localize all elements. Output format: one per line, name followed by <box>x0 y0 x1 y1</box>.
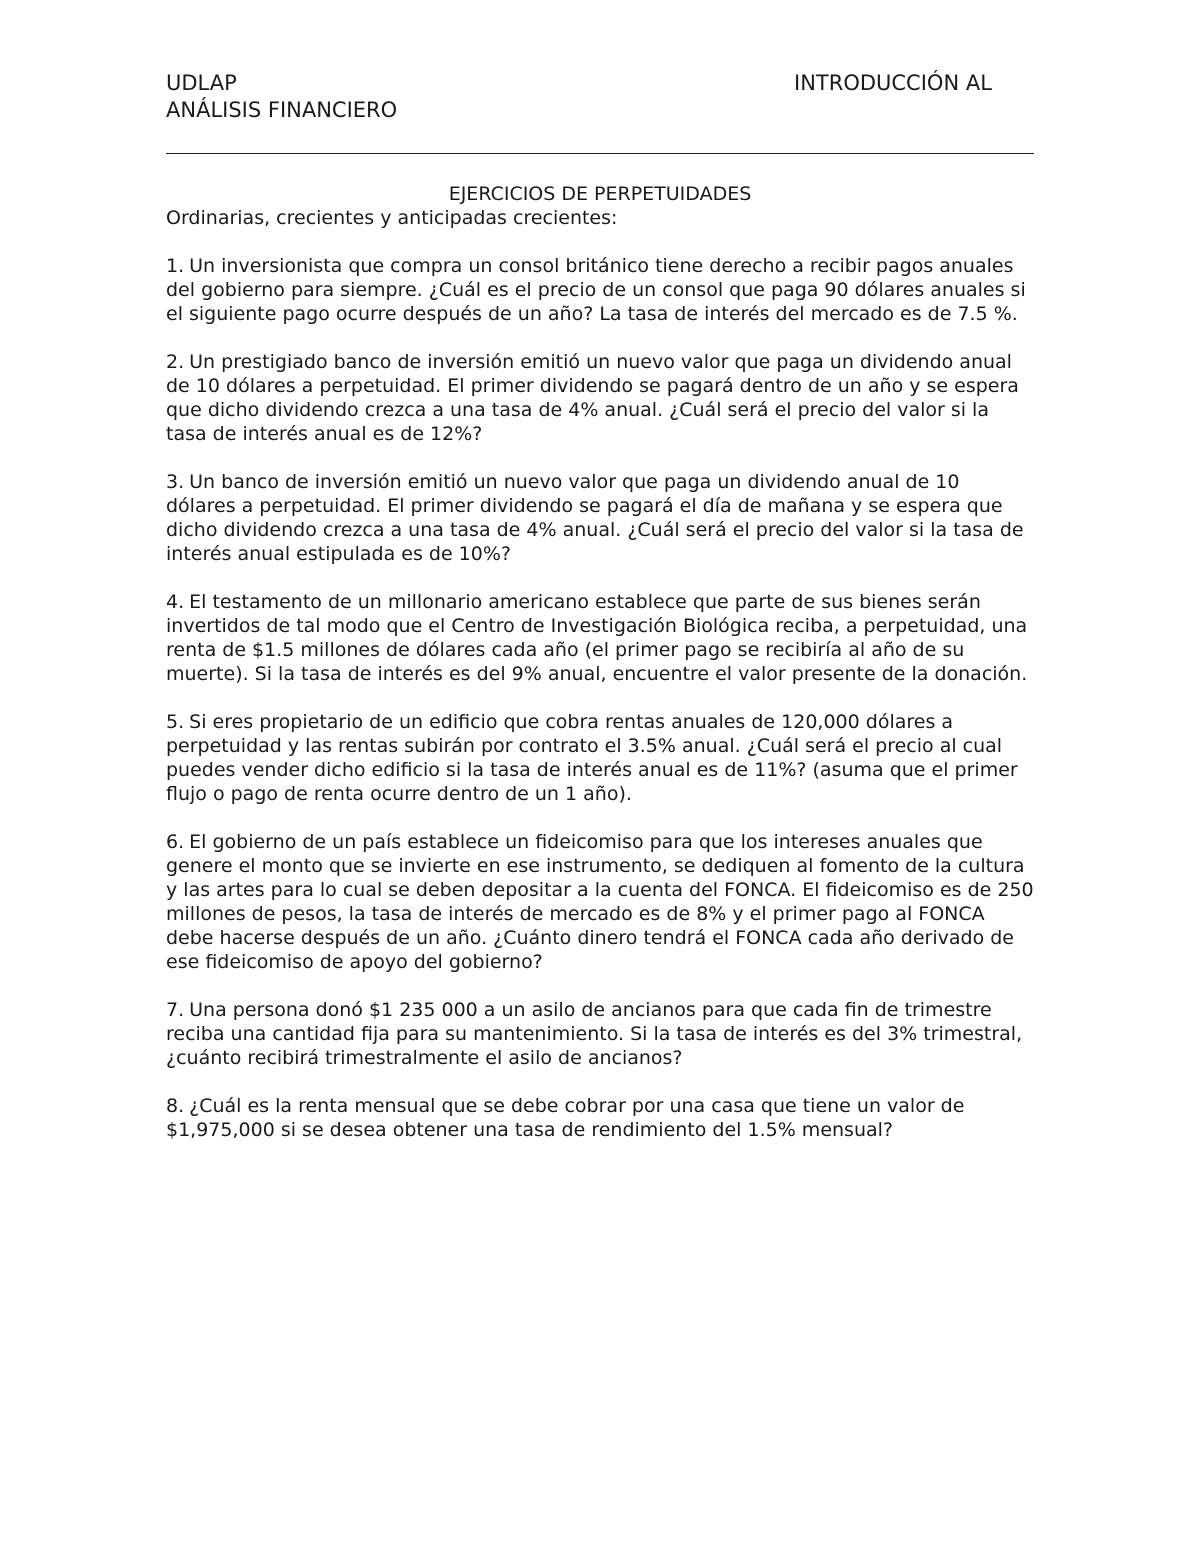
header-divider <box>166 153 1034 154</box>
document-title: EJERCICIOS DE PERPETUIDADES <box>448 183 752 205</box>
exercise-number: 6. <box>166 831 185 853</box>
exercise-item <box>166 830 1034 974</box>
exercise-text: Un banco de inversión emitió un nuevo valor que paga un dividendo anual de 10 dólares a perpetuidad. El primer dividendo se pagará el día de mañana y se espera que dicho dividendo crezca a una tasa de 4% anual. ¿Cuál será el precio del valor si la tasa de interés anual estipulada es de 10%? <box>166 471 1024 565</box>
exercise-item <box>166 998 1034 1070</box>
exercise-item <box>166 710 1034 806</box>
document-body <box>166 206 1034 1166</box>
exercise-item <box>166 590 1034 686</box>
exercise-text: ¿Cuál es la renta mensual que se debe cobrar por una casa que tiene un valor de $1,975,000 si se desea obtener una tasa de rendimiento del 1.5% mensual? <box>166 1095 965 1141</box>
exercise-text: Un prestigiado banco de inversión emitió un nuevo valor que paga un dividendo anual de 10 dólares a perpetuidad. El primer dividendo se pagará dentro de un año y se espera que dicho dividendo crezca a una tasa de 4% anual. ¿Cuál será el precio del valor si la tasa de interés anual es de 12%? <box>166 351 1019 445</box>
course-name-line2: ANÁLISIS FINANCIERO <box>166 98 398 122</box>
exercise-number: 5. <box>166 711 185 733</box>
exercise-text: Una persona donó $1 235 000 a un asilo de ancianos para que cada fin de trimestre reciba una cantidad fija para su mantenimiento. Si la tasa de interés es del 3% trimestral, ¿cuánto recibirá trimestralmente el asilo de ancianos? <box>166 999 1023 1069</box>
exercise-text: Un inversionista que compra un consol británico tiene derecho a recibir pagos anuales del gobierno para siempre. ¿Cuál es el precio de un consol que paga 90 dólares anuales si el siguiente pago ocurre después de un año? La tasa de interés del mercado es de 7.5 %. <box>166 255 1026 325</box>
exercise-item <box>166 1094 1034 1142</box>
exercise-number: 8. <box>166 1095 185 1117</box>
institution-name: UDLAP <box>166 71 237 95</box>
exercise-item <box>166 470 1034 566</box>
exercise-number: 2. <box>166 351 185 373</box>
exercise-item <box>166 254 1034 326</box>
course-name-line1: INTRODUCCIÓN AL <box>794 71 992 95</box>
exercise-text: El testamento de un millonario americano establece que parte de sus bienes serán invertidos de tal modo que el Centro de Investigación Biológica reciba, a perpetuidad, una renta de $1.5 millones de dólares cada año (el primer pago se recibiría al año de su muerte). Si la tasa de interés es del 9% anual, encuentre el valor presente de la donación. <box>166 591 1028 685</box>
exercise-number: 1. <box>166 255 185 277</box>
exercise-number: 3. <box>166 471 185 493</box>
exercise-text: Si eres propietario de un edificio que cobra rentas anuales de 120,000 dólares a perpetuidad y las rentas subirán por contrato el 3.5% anual. ¿Cuál será el precio al cual puedes vender dicho edificio si la tasa de interés anual es de 11%? (asuma que el primer flujo o pago de renta ocurre dentro de un 1 año). <box>166 711 1018 805</box>
document-subtitle: Ordinarias, crecientes y anticipadas crecientes: <box>166 207 618 229</box>
exercise-item <box>166 350 1034 446</box>
exercise-number: 7. <box>166 999 185 1021</box>
exercise-number: 4. <box>166 591 185 613</box>
exercise-text: El gobierno de un país establece un fideicomiso para que los intereses anuales que genere el monto que se invierte en ese instrumento, se dediquen al fomento de la cultura y las artes para lo cual se deben depositar a la cuenta del FONCA. El fideicomiso es de 250 millones de pesos, la tasa de interés de mercado es de 8% y el primer pago al FONCA debe hacerse después de un año. ¿Cuánto dinero tendrá el FONCA cada año derivado de ese fideicomiso de apoyo del gobierno? <box>166 831 1034 973</box>
